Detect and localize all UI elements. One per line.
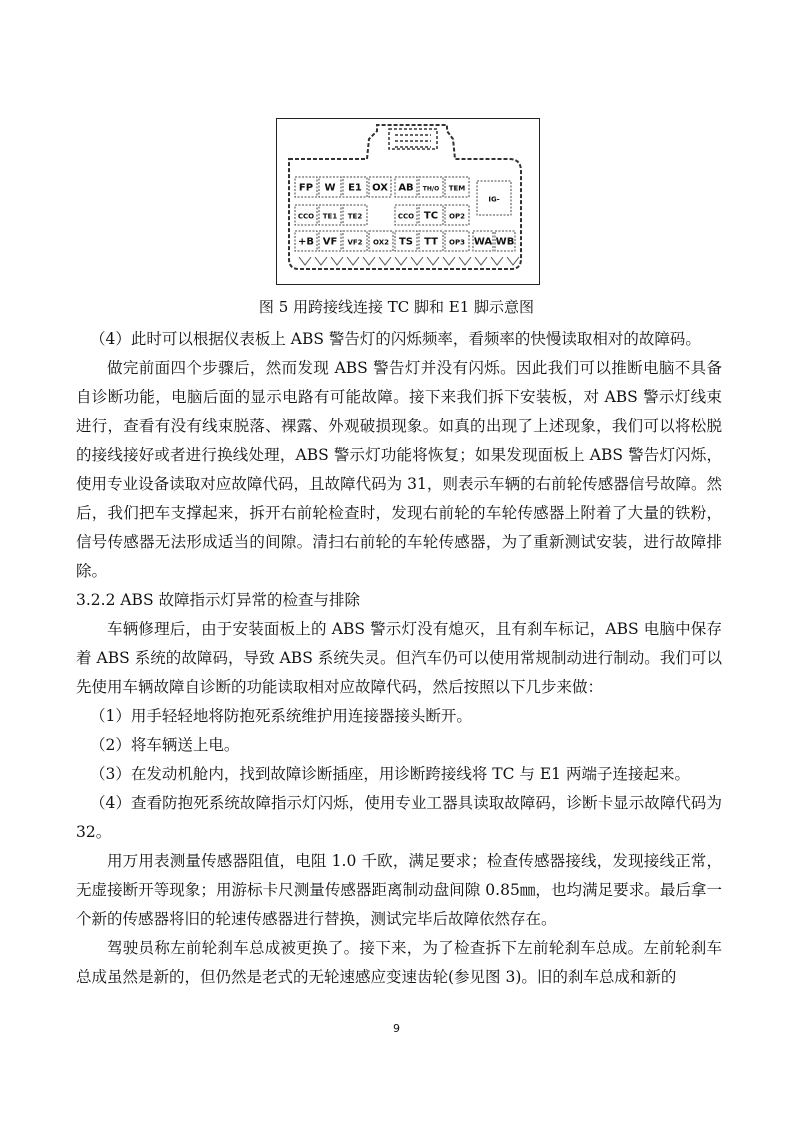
connector-cell-ox2: [369, 231, 393, 251]
connector-cell-label: TE1: [322, 212, 338, 221]
connector-cell-op2: [445, 205, 469, 225]
connector-cell-label: WB: [495, 236, 515, 248]
connector-cell-label: CCO: [397, 212, 415, 221]
paragraph-analysis: 做完前面四个步骤后，然而发现 ABS 警告灯并没有闪烁。因此我们可以推断电脑不具备自诊断功能，电脑后面的显示电路有可能故障。接下来我们拆下安装板，对 ABS 警示灯线束进行，查看有没有线束脱落、裸露、外观破损现象。如真的出现了上述现象，我们可以将松脱的接线接好或者进行换线处理，ABS 警示灯功能将恢复；如果发现面板上 ABS 警告灯闪烁，使用专业设备读取对应故障代码，且故障代码为 31，则表示车辆的右前轮传感器信号故障。然后，我们把车支撑起来，拆开右前轮检查时，发现右前轮的车轮传感器上附着了大量的铁粉，信号传感器无法形成适当的间隙。清扫右前轮的车轮传感器，为了重新测试安装，进行故障排除。: [76, 359, 722, 580]
connector-cell-wa: [473, 231, 493, 251]
connector-tooth: [443, 257, 455, 265]
connector-cell-label: TC: [423, 210, 439, 222]
connector-cell-label: +B: [297, 236, 315, 248]
figure-caption: 图 5 用跨接线连接 TC 脚和 E1 脚示意图: [258, 298, 535, 316]
connector-cell-label: TS: [398, 236, 414, 248]
paragraph-driver: 驾驶员称左前轮刹车总成被更换了。接下来，为了检查拆下左前轮刹车总成。左前轮刹车总成虽然是新的，但仍然是老式的无轮速感应变速齿轮(参见图 3)。旧的刹车总成和新的: [76, 939, 722, 986]
connector-cell-tt: [419, 231, 443, 251]
paragraph-step-4a: （4）此时可以根据仪表板上 ABS 警告灯的闪烁频率，看频率的快慢读取相对的故障码。: [90, 330, 701, 348]
connector-diagram-svg: [277, 119, 539, 284]
connector-cell-ig: [477, 181, 511, 215]
connector-cells: [295, 177, 515, 251]
connector-cell-ts: [395, 231, 417, 251]
connector-cell-label: VF: [322, 236, 338, 248]
connector-tooth: [411, 257, 423, 265]
connector-cell-w: [319, 177, 341, 197]
connector-cell-tc: [419, 205, 443, 225]
connector-latch: [389, 129, 437, 149]
connector-cell-e1: [343, 177, 367, 197]
connector-tooth: [299, 257, 311, 265]
connector-tooth: [379, 257, 391, 265]
connector-cell-te1: [319, 205, 341, 225]
paragraph-step-4b: （4）查看防抱死系统故障指示灯闪烁，使用专业工器具读取故障码，诊断卡显示故障代码为 32。: [76, 794, 722, 841]
connector-cell-label: TEM: [448, 184, 466, 193]
connector-cell-label: IG-: [488, 195, 500, 204]
connector-cell-label: E1: [348, 182, 362, 194]
body-text: [76, 325, 722, 992]
connector-cell-pb: [295, 231, 317, 251]
paragraph-intro: 车辆修理后，由于安装面板上的 ABS 警示灯没有熄灭，且有刹车标记，ABS 电脑中保存着 ABS 系统的故障码，导致 ABS 系统失灵。但汽车仍可以使用常规制动进行制动。我们可以先使用车辆故障自诊断的功能读取相对应故障代码，然后按照以下几步来做：: [76, 620, 722, 696]
connector-cell-label: CCO: [297, 212, 315, 221]
paragraph-step-1: （1）用手轻轻地将防抱死系统维护用连接器接头断开。: [90, 707, 472, 725]
connector-cell-label: OX: [372, 182, 388, 194]
connector-diagram: [276, 118, 540, 285]
page-number: 9: [393, 1022, 400, 1035]
connector-cell-label: TH/O: [422, 185, 440, 193]
paragraph-step-2: （2）将车辆送上电。: [90, 736, 240, 754]
section-heading: 3.2.2 ABS 故障指示灯异常的检查与排除: [76, 591, 360, 609]
connector-cell-label: AB: [398, 182, 414, 194]
connector-cell-vf: [319, 231, 341, 251]
connector-cell-fp: [295, 177, 317, 197]
connector-cell-ab: [395, 177, 417, 197]
connector-tooth: [427, 257, 439, 265]
connector-cell-tho: [419, 177, 443, 197]
connector-cell-label: TT: [424, 236, 438, 248]
connector-tooth: [459, 257, 471, 265]
connector-cell-label: W: [324, 182, 336, 194]
connector-cell-tem: [445, 177, 469, 197]
connector-cell-vf2: [343, 231, 367, 251]
connector-tooth: [507, 257, 519, 265]
connector-cell-cco: [295, 205, 317, 225]
connector-tooth: [363, 257, 375, 265]
connector-tooth: [347, 257, 359, 265]
connector-tooth: [315, 257, 327, 265]
connector-tooth: [491, 257, 503, 265]
connector-cell-cco2: [395, 205, 417, 225]
connector-cell-label: OP2: [449, 212, 465, 221]
connector-tooth: [475, 257, 487, 265]
paragraph-step-3: （3）在发动机舱内，找到故障诊断插座，用诊断跨接线将 TC 与 E1 两端子连接起来。: [90, 765, 690, 783]
connector-cell-label: WA: [473, 236, 493, 248]
paragraph-measurement: 用万用表测量传感器阻值，电阻 1.0 千欧，满足要求；检查传感器接线，发现接线正常，无虚接断开等现象；用游标卡尺测量传感器距离制动盘间隙 0.85㎜，也均满足要求。最后拿一个新的传感器将旧的轮速传感器进行替换，测试完毕后故障依然存在。: [76, 852, 722, 928]
connector-tooth: [395, 257, 407, 265]
connector-cell-label: TE2: [347, 212, 363, 221]
connector-cell-label: OX2: [373, 238, 389, 247]
connector-tooth: [331, 257, 343, 265]
connector-cell-ox: [369, 177, 391, 197]
connector-cell-label: OP3: [449, 238, 465, 247]
connector-cell-wb: [495, 231, 515, 251]
connector-cell-label: FP: [298, 182, 314, 194]
connector-cell-label: VF2: [347, 238, 363, 247]
connector-cell-op3: [445, 231, 469, 251]
connector-cell-te2: [343, 205, 367, 225]
connector-teeth: [299, 257, 519, 265]
